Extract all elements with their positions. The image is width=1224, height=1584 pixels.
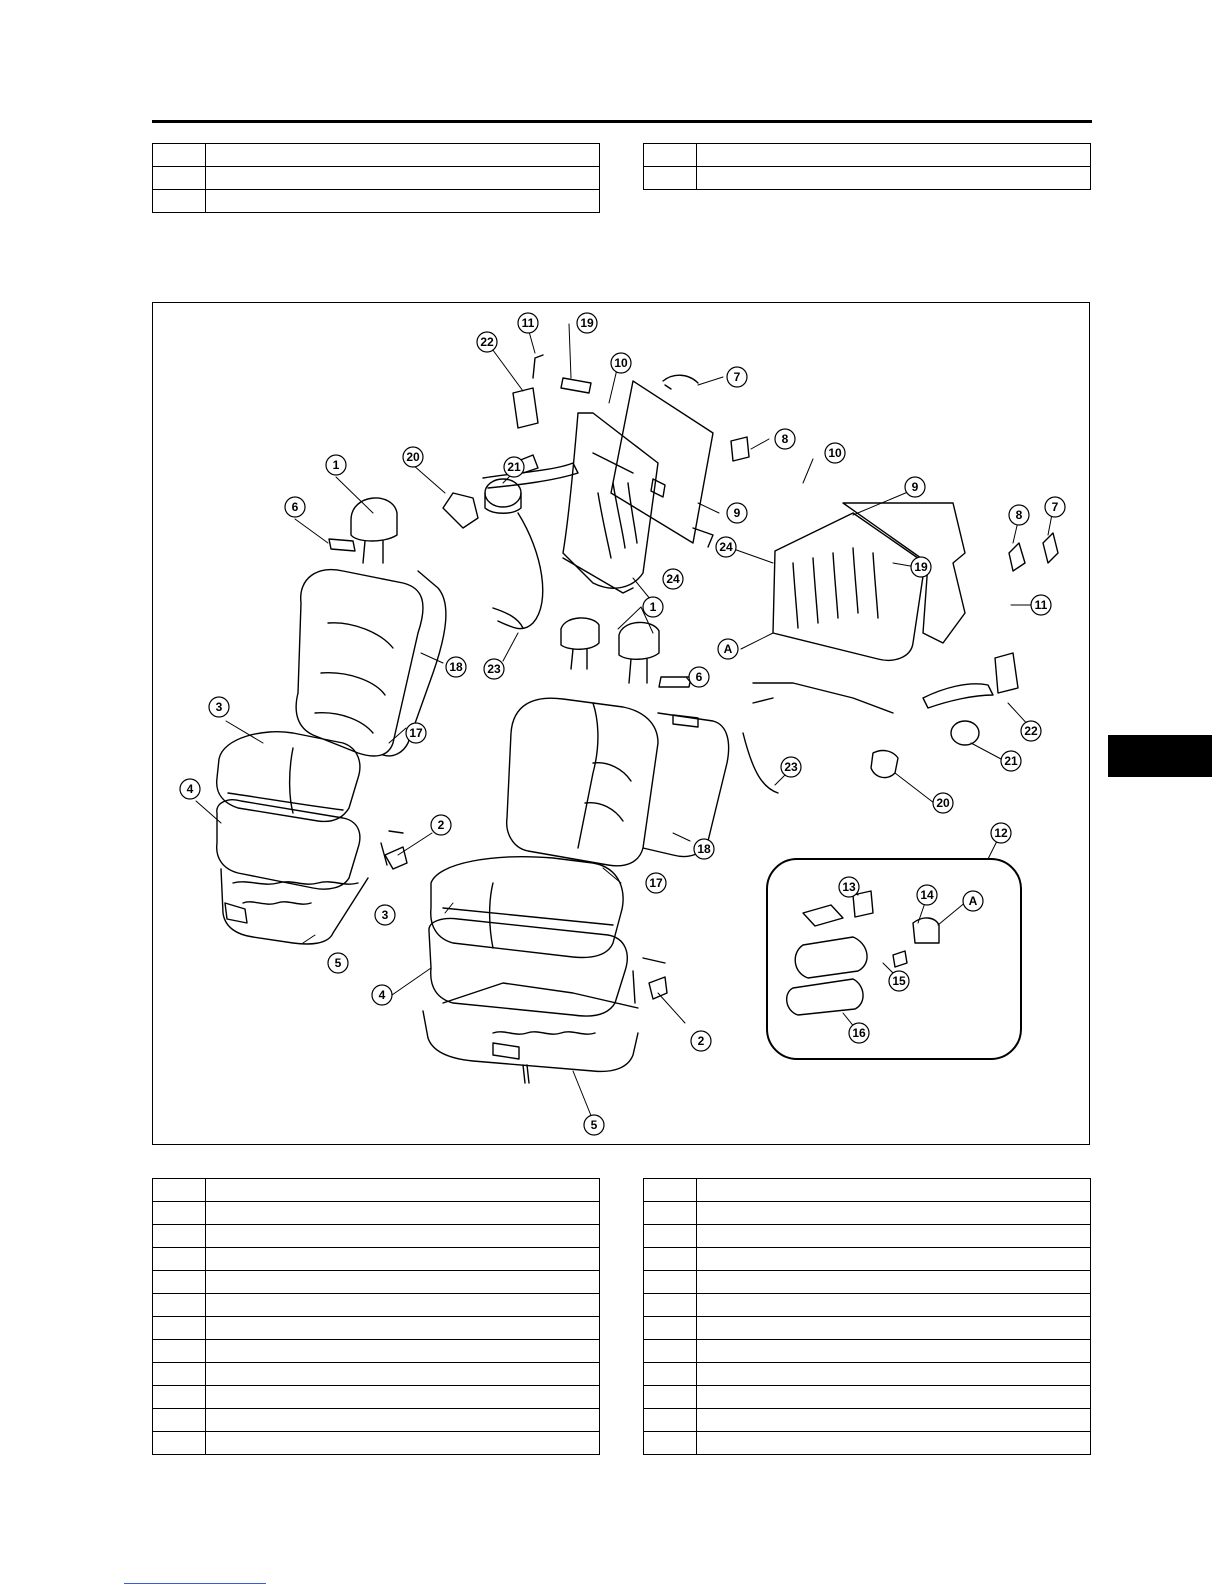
right-back-panel xyxy=(843,503,965,643)
svg-text:22: 22 xyxy=(480,335,494,349)
callout-17 xyxy=(406,723,426,743)
callout-6 xyxy=(285,497,305,517)
table-row xyxy=(153,167,600,190)
callout-20 xyxy=(933,793,953,813)
part-number-cell xyxy=(153,1202,206,1225)
table-row xyxy=(644,1271,1091,1294)
table-row xyxy=(153,1340,600,1363)
svg-text:6: 6 xyxy=(695,670,703,684)
table-row xyxy=(644,1386,1091,1409)
table-row xyxy=(153,1363,600,1386)
callout-23 xyxy=(484,659,504,679)
part-number-cell xyxy=(644,1271,697,1294)
bench-headrest-guide xyxy=(659,677,691,687)
callout-20 xyxy=(403,447,423,467)
part-name-cell xyxy=(697,1202,1091,1225)
center-back-panel xyxy=(611,381,713,547)
table-row xyxy=(644,144,1091,167)
right-cable xyxy=(743,698,778,793)
part-name-cell xyxy=(697,1386,1091,1409)
center-back-frame xyxy=(563,413,658,593)
table-row xyxy=(644,1432,1091,1455)
part-number-cell xyxy=(644,1340,697,1363)
table-row xyxy=(153,1271,600,1294)
part-number-cell xyxy=(153,1340,206,1363)
svg-text:2: 2 xyxy=(697,1034,705,1048)
svg-text:13: 13 xyxy=(842,880,856,894)
part-number-cell xyxy=(153,1271,206,1294)
center-bracket xyxy=(663,375,698,389)
svg-text:5: 5 xyxy=(334,956,342,970)
callout-4 xyxy=(372,985,392,1005)
table-row xyxy=(644,1317,1091,1340)
part-number-cell xyxy=(644,144,697,167)
part-name-cell xyxy=(206,190,600,213)
table-row xyxy=(153,1317,600,1340)
callout-13 xyxy=(839,877,859,897)
part-name-cell xyxy=(697,1432,1091,1455)
callout-4 xyxy=(180,779,200,799)
callout-17 xyxy=(646,873,666,893)
callout-7 xyxy=(727,367,747,387)
center-small-clip xyxy=(561,378,591,393)
svg-text:18: 18 xyxy=(449,660,463,674)
part-number-cell xyxy=(644,1386,697,1409)
part-number-cell xyxy=(644,1294,697,1317)
part-number-cell xyxy=(153,1432,206,1455)
svg-text:21: 21 xyxy=(507,460,521,474)
part-number-cell xyxy=(153,1248,206,1271)
table-row xyxy=(644,1340,1091,1363)
bench-back xyxy=(507,698,729,866)
left-seat-headrest-guide xyxy=(329,539,355,551)
header-rule xyxy=(152,120,1092,123)
part-name-cell xyxy=(697,1271,1091,1294)
part-number-cell xyxy=(153,1317,206,1340)
table-row xyxy=(153,1409,600,1432)
part-number-cell xyxy=(644,1225,697,1248)
part-name-cell xyxy=(206,1363,600,1386)
part-name-cell xyxy=(206,1202,600,1225)
leader-lines xyxy=(196,324,1053,1123)
svg-text:9: 9 xyxy=(911,480,919,494)
part-name-cell xyxy=(697,1294,1091,1317)
part-name-cell xyxy=(206,1248,600,1271)
part-name-cell xyxy=(697,1317,1091,1340)
part-name-cell xyxy=(206,1294,600,1317)
callout-2 xyxy=(431,815,451,835)
table-row xyxy=(153,1248,600,1271)
part-name-cell xyxy=(206,1179,600,1202)
svg-text:10: 10 xyxy=(614,356,628,370)
svg-text:18: 18 xyxy=(697,842,711,856)
svg-text:15: 15 xyxy=(892,974,906,988)
part-name-cell xyxy=(697,1340,1091,1363)
table-row xyxy=(153,1225,600,1248)
svg-text:4: 4 xyxy=(186,782,194,796)
table-row xyxy=(153,144,600,167)
part-number-cell xyxy=(153,167,206,190)
part-name-cell xyxy=(206,1271,600,1294)
svg-text:10: 10 xyxy=(828,446,842,460)
callout-3 xyxy=(375,905,395,925)
part-number-cell xyxy=(153,190,206,213)
svg-text:16: 16 xyxy=(852,1026,866,1040)
right-latch-22 xyxy=(995,653,1018,693)
callout-24 xyxy=(663,569,683,589)
table-row xyxy=(153,1179,600,1202)
callout-21 xyxy=(504,457,524,477)
svg-text:17: 17 xyxy=(649,876,663,890)
callout-7 xyxy=(1045,497,1065,517)
svg-text:A: A xyxy=(723,642,733,656)
callout-A xyxy=(963,891,983,911)
part-name-cell xyxy=(697,167,1091,190)
top-right-parts-table xyxy=(643,143,1091,190)
svg-text:20: 20 xyxy=(406,450,420,464)
svg-text:8: 8 xyxy=(781,432,789,446)
diagram-drawing xyxy=(153,303,1091,1146)
svg-text:19: 19 xyxy=(914,560,928,574)
svg-text:11: 11 xyxy=(521,316,535,330)
svg-text:1: 1 xyxy=(332,458,340,472)
center-lock-latch xyxy=(731,437,749,461)
callout-8 xyxy=(1009,505,1029,525)
left-seat-pad xyxy=(217,800,360,889)
table-row xyxy=(644,1409,1091,1432)
callout-10 xyxy=(825,443,845,463)
upper-latch-22 xyxy=(513,355,543,428)
callout-11 xyxy=(518,313,538,333)
part-name-cell xyxy=(697,1248,1091,1271)
part-number-cell xyxy=(644,1409,697,1432)
right-bracket-20 xyxy=(871,751,898,778)
part-number-cell xyxy=(153,1363,206,1386)
table-row xyxy=(644,1202,1091,1225)
svg-text:24: 24 xyxy=(719,540,733,554)
callout-2 xyxy=(691,1031,711,1051)
svg-text:24: 24 xyxy=(666,572,680,586)
part-name-cell xyxy=(697,1363,1091,1386)
right-small-bracket xyxy=(1043,533,1058,563)
right-belt xyxy=(923,684,993,745)
part-number-cell xyxy=(153,1294,206,1317)
part-number-cell xyxy=(644,167,697,190)
bottom-left-parts-table xyxy=(152,1178,600,1455)
svg-text:6: 6 xyxy=(291,500,299,514)
left-seat-headrest xyxy=(351,498,397,563)
callout-8 xyxy=(775,429,795,449)
part-name-cell xyxy=(206,1317,600,1340)
callout-3 xyxy=(209,697,229,717)
callout-A xyxy=(718,639,738,659)
part-name-cell xyxy=(697,144,1091,167)
part-name-cell xyxy=(206,1409,600,1432)
part-number-cell xyxy=(153,1179,206,1202)
left-seat-frame xyxy=(221,869,368,944)
table-row xyxy=(153,190,600,213)
callout-22 xyxy=(477,332,497,352)
callout-19 xyxy=(577,313,597,333)
part-name-cell xyxy=(697,1409,1091,1432)
callout-10 xyxy=(611,353,631,373)
svg-text:7: 7 xyxy=(733,370,741,384)
part-number-cell xyxy=(153,1386,206,1409)
callout-15 xyxy=(889,971,909,991)
right-buckle xyxy=(1009,543,1025,571)
svg-text:22: 22 xyxy=(1024,724,1038,738)
callout-18 xyxy=(694,839,714,859)
svg-text:12: 12 xyxy=(994,826,1008,840)
part-number-cell xyxy=(153,144,206,167)
callout-19 xyxy=(911,557,931,577)
table-row xyxy=(153,1202,600,1225)
svg-text:4: 4 xyxy=(378,988,386,1002)
svg-text:2: 2 xyxy=(437,818,445,832)
part-number-cell xyxy=(153,1409,206,1432)
table-row xyxy=(644,167,1091,190)
svg-text:21: 21 xyxy=(1004,754,1018,768)
svg-text:A: A xyxy=(968,894,978,908)
callout-24 xyxy=(716,537,736,557)
part-number-cell xyxy=(644,1317,697,1340)
part-number-cell xyxy=(644,1248,697,1271)
callout-5 xyxy=(328,953,348,973)
upper-left-cable xyxy=(493,513,543,629)
table-row xyxy=(153,1386,600,1409)
svg-text:11: 11 xyxy=(1034,598,1048,612)
part-name-cell xyxy=(206,1432,600,1455)
svg-text:1: 1 xyxy=(649,600,657,614)
top-left-parts-table xyxy=(152,143,600,213)
table-row xyxy=(644,1179,1091,1202)
callout-9 xyxy=(727,503,747,523)
callout-16 xyxy=(849,1023,869,1043)
table-row xyxy=(153,1432,600,1455)
callout-21 xyxy=(1001,751,1021,771)
table-row xyxy=(644,1225,1091,1248)
callout-6 xyxy=(689,667,709,687)
callout-18 xyxy=(446,657,466,677)
callout-11 xyxy=(1031,595,1051,615)
part-number-cell xyxy=(644,1202,697,1225)
part-name-cell xyxy=(206,1225,600,1248)
table-row xyxy=(153,1294,600,1317)
svg-text:7: 7 xyxy=(1051,500,1059,514)
upper-left-retractor xyxy=(485,479,521,513)
table-row xyxy=(644,1363,1091,1386)
part-number-cell xyxy=(153,1225,206,1248)
exploded-seat-diagram xyxy=(152,302,1090,1145)
svg-text:23: 23 xyxy=(784,760,798,774)
part-name-cell xyxy=(206,1340,600,1363)
callout-12 xyxy=(991,823,1011,843)
svg-text:23: 23 xyxy=(487,662,501,676)
bench-frame xyxy=(423,983,638,1083)
bench-pad xyxy=(429,919,627,1017)
part-name-cell xyxy=(697,1225,1091,1248)
callout-23 xyxy=(781,757,801,777)
part-name-cell xyxy=(206,144,600,167)
svg-text:3: 3 xyxy=(381,908,389,922)
bench-hinge-cover xyxy=(633,958,667,1003)
part-name-cell xyxy=(697,1179,1091,1202)
callout-1 xyxy=(643,597,663,617)
svg-text:14: 14 xyxy=(920,888,934,902)
svg-text:19: 19 xyxy=(580,316,594,330)
part-number-cell xyxy=(644,1363,697,1386)
bench-headrests xyxy=(561,618,659,683)
part-name-cell xyxy=(206,167,600,190)
part-name-cell xyxy=(206,1386,600,1409)
left-seat-hinge-cover xyxy=(381,831,407,869)
table-row xyxy=(644,1248,1091,1271)
callout-22 xyxy=(1021,721,1041,741)
callout-1 xyxy=(326,455,346,475)
svg-text:8: 8 xyxy=(1015,508,1023,522)
svg-text:17: 17 xyxy=(409,726,423,740)
callout-14 xyxy=(917,885,937,905)
svg-text:5: 5 xyxy=(590,1118,598,1132)
bottom-right-parts-table xyxy=(643,1178,1091,1455)
svg-text:20: 20 xyxy=(936,796,950,810)
table-row xyxy=(644,1294,1091,1317)
section-tab xyxy=(1108,735,1212,777)
armrest-inset xyxy=(767,859,1021,1059)
bench-cushion xyxy=(431,857,623,958)
callout-5 xyxy=(584,1115,604,1135)
callout-9 xyxy=(905,477,925,497)
part-number-cell xyxy=(644,1432,697,1455)
part-number-cell xyxy=(644,1179,697,1202)
svg-text:9: 9 xyxy=(733,506,741,520)
svg-text:3: 3 xyxy=(215,700,223,714)
